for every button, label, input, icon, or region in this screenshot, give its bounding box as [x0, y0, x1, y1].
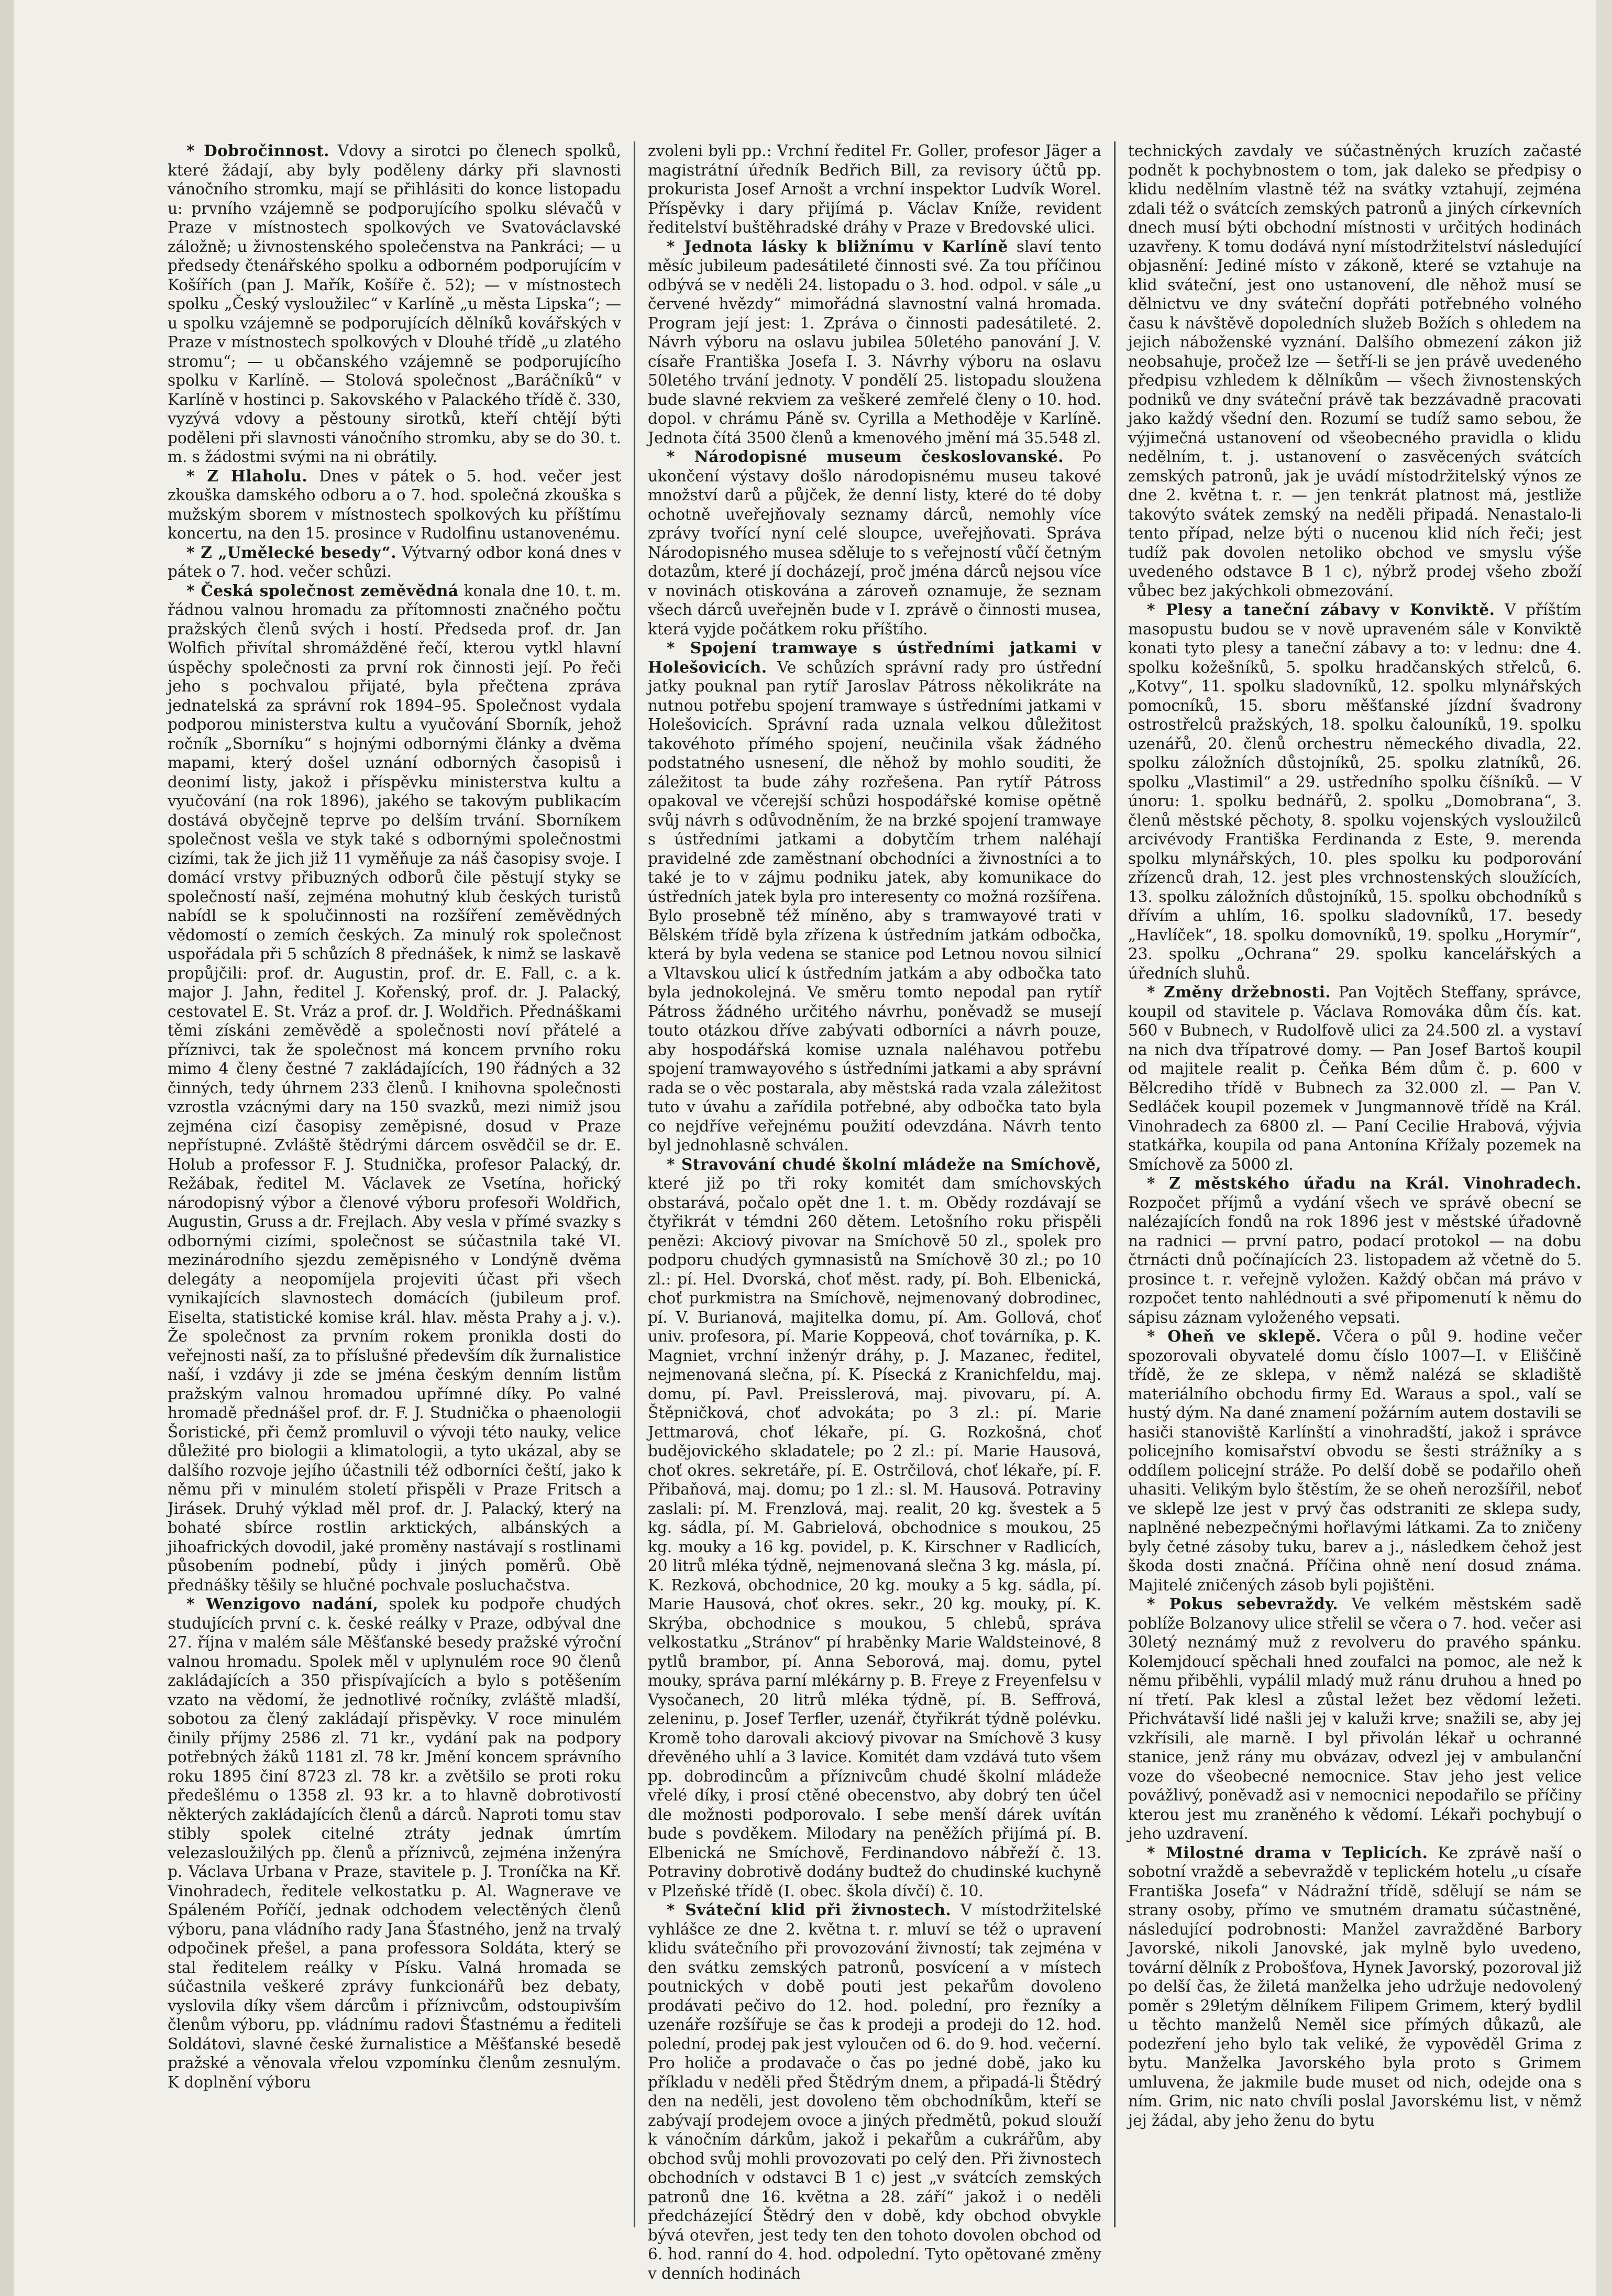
news-item — [648, 141, 1101, 237]
news-item-headline: * Stravování chudé školní mládeže na Smíchově, — [667, 1155, 1101, 1173]
news-item — [648, 447, 1101, 639]
news-item-text: Vdovy a sirotci po členech spolků, které žádají, aby byly poděleny dárky při slavnosti vánočního stromku, mají se přihlásiti do konce listopadu u: prvního vzájemně se podporujícího spolku slévačů v Praze v místnostech spolkových ve Svatováclavské záložně; u živnostenského společenstva na Pankráci; — u předsedy čtenářského spolku a odborném podporujícím v Košířích (pan J. Mařík, Košíře č. 52); — v místnostech spolku „Český vysloužilec“ v Karlíně „u města Lipska“; — u spolku vzájemně se podporujících dělníků kovářských v Praze v místnostech spolkových v Dlouhé třídě „u zlatého stromu“; — u občanského vzájemně se podporujícího spolku v Karlíně. — Stolová společnost „Baráčníků“ v Karlíně v hostinci p. Sakovského v Palackého třídě č. 330, vyzývá vdovy a pěstouny sirotků, kteří chtějí býti poděleni při slavnosti vánočního stromku, aby se do 30. t. m. s žádostmi svými na ni obrátily. — [168, 142, 621, 466]
news-item-headline: * Jednota lásky k bližnímu v Karlíně — [667, 237, 1008, 256]
news-item-headline: * Z městského úřadu na Král. Vinohradech. — [1147, 1174, 1582, 1192]
news-item — [168, 543, 621, 581]
news-item — [1128, 1174, 1582, 1327]
news-item-headline: * Plesy a taneční zábavy v Konviktě. — [1147, 600, 1495, 619]
news-item — [648, 1155, 1101, 1901]
news-item-text: slaví tento měsíc jubileum padesátileté činnosti své. Za tou příčinou odbývá se v neděli 24. listopadu o 3. hod. odpol. v sále „u červené hvězdy“ mimořádná slavnostní valná hromada. Program její jest: 1. Zpráva o činnosti padesátileté. 2. Návrh výboru na oslavu jubilea 50letého panování J. V. císaře Františka Josefa I. 3. Návrhy výboru na oslavu 50letého trvání jednoty. V pondělí 25. listopadu sloužena bude slavné rekviem za veškeré zemřelé členy o 10. hod. dopol. v chrámu Páně sv. Cyrilla a Methoděje v Karlíně. Jednota čítá 3500 členů a kmenového jmění má 35.548 zl. — [648, 237, 1101, 447]
news-item-headline: * Z „Umělecké besedy“. — [186, 543, 396, 562]
news-item-headline: * Milostné drama v Teplicích. — [1147, 1843, 1428, 1862]
news-item — [1128, 1843, 1582, 2130]
news-item-text: Po ukončení výstavy došlo národopisnému museu takové množství darů a půjček, že denní listy, které do té doby ochotně uveřejňovaly seznamy dárců, nemohly více zprávy tvořící nyní celé sloupce, uveřejňovati. Správa Národopisného musea sděluje to s veřejností vůčí četným dotazům, které jí docházejí, proč jména dárců nejsou více v novinách otiskována a zároveň oznamuje, že seznam všech dárců uveřejněn bude v I. zprávě o činnosti musea, která vyjde počátkem roku příštího. — [648, 448, 1101, 638]
news-item-text: Včera o půl 9. hodine večer spozorovali obyvatelé domu číslo 1007—I. v Eliščině třídě, že ze sklepa, v němž nalézá se skladiště materiálního obchodu firmy Ed. Waraus a spol., valí se hustý dým. Na dané znamení požárním autem dostavili se hasiči stanoviště Karlínští a vinohradští, jakož i správce policejního komisařství obvodu se šesti strážníky a s oddílem policejní stráže. Po delší době se podařilo oheň uhasiti. Velikým bylo štěstím, že se oheň nerozšířil, neboť ve sklepě lze jest v prvý čas odstraniti ze sklepa sudy, naplněné nebezpečnými hořlavými látkami. Za to zničeny byly četné zásoby tuku, barev a j., následkem čehož jest škoda dosti značná. Příčina ohně není dosud známa. Majitelé zničených zásob byli pojištěni. — [1128, 1327, 1582, 1594]
news-item-text: Ve velkém městském sadě poblíže Bolzanovy ulice střelil se včera o 7. hod. večer asi 30letý neznámý muž z revolveru do pravého spánku. Kolemjdoucí spěchali hned zoufalci na pomoc, ale než k němu přiběhli, vypálil mladý muž ránu druhou a hned po ní třetí. Pak klesl a zůstal ležet bez vědomí ležeti. Přichvátavší lidé našli jej v kaluži krve; snažili se, aby jej vzkřísili, ale marně. I byl přivolán lékař u ochranné stanice, jenž rány mu obvázav, odvezl jej v ambulanční voze do všeobecné nemocnice. Stav jeho jest velice povážlivý, poněvadž asi v nemocnici nepodařilo se příčiny kterou jest mu zraněného k vědomí. Lékaři pochybují o jeho uzdravení. — [1128, 1595, 1582, 1842]
news-item-text: Výtvarný odbor koná dnes v pátek o 7. hod. večer schůzi. — [168, 543, 621, 580]
page-edge-right — [1596, 0, 1612, 2296]
column-rule — [634, 141, 635, 2227]
news-item-text: Dnes v pátek o 5. hod. večer jest zkouška damského odboru a o 7. hod. společná zkouška s mužským sborem v místnostech spolkových ku příštímu koncertu, na den 15. prosince v Rudolfinu ustanovenému. — [168, 467, 621, 542]
news-item-text: konala dne 10. t. m. řádnou valnou hromadu za přítomnosti značného počtu pražských členů svých i hostí. Předseda prof. dr. Jan Wolfich přivítal shromážděné řečí, kterou vytkl hlavní úspěchy společnosti za první rok činnosti její. Po řeči jeho s pochvalou přijaté, byla přečtena zpráva jednatelská za správní rok 1894–95. Společnost vydala podporou ministerstva kultu a vyučování Sborník, jehož ročník „Sborníku“ s hojnými odbornými články a dvěma mapami, který došel uznání odborných časopisů i deonimí listy, jakož i příspěvku ministerstva kultu a vyučování (na rok 1896), jakého se takovým publikacím dostává obyčejně teprve po delším trvání. Sborníkem společnost vešla ve styk také s odbornými společnostmi cizími, tak že jich již 11 vyměňuje za náš časopisy svoje. I domácí vrstvy přibuzných odborů čile pěstují styky se společností naší, zejména mohutný klub českých turistů nabídl se k spolučinnosti na rozšíření zeměvědných vědomostí o zemích českých. Za minulý rok společnost uspořádala při 5 schůzích 8 přednášek, k nimž se laskavě propůjčili: prof. dr. Augustin, prof. dr. E. Fall, c. a k. major J. Jahn, ředitel J. Kořenský, prof. dr. J. Palacký, cestovatel E. St. Vráz a prof. dr. J. Woldřich. Přednáškami těmi získáni zeměvědě a společnosti noví přátelé a příznivci, tak že společnost má koncem prvního roku mimo 4 členy čestné 7 zakládajících, 190 řádných a 32 činných, tedy úhrnem 233 členů. I knihovna společnosti vzrostla vzácnými dary na 150 svazků, mezi nimiž jsou zejména cizí časopisy zeměpisné, dosud v Praze nepřístupné. Zvláště štědrými dárcem osvědčil se dr. E. Holub a professor F. J. Studnička, profesor Palacký, dr. Režábak, ředitel M. Václavek ze Vsetína, hořický národopisný výbor a členové výboru profesoři Woldřich, Augustin, Gruss a dr. Frejlach. Aby vesla v přímé svazky s odbornými cizími, společnost se súčastnila také VI. mezinárodního sjezdu zeměpisného v Londýně dvěma delegáty a neopomíjela projeviti účast při všech vynikajících slavnostech domácích (jubileum prof. Eiselta, statistické komise král. hlav. města Prahy a j. v.). Že společnost za prvním rokem pronikla dosti do veřejnosti naší, za to příslušné především dík žurnalistice naší, i vzdávy ji zde se jména českým denním listům pražským valnou hromadou upřímné díky. Po valné hromadě přednášel prof. dr. F. J. Studnička o phaenologii Šoristické, při čemž promluvil o vývoji této nauky, velice důležité pro biologii a klimatologii, a tyto ukázal, aby se dalšího rozvoje jejího účastnili též odborníci čeští, jako k němu při v minulém století přispěli v Praze Fritsch a Jirásek. Druhý výklad měl prof. dr. J. Palacký, který na bohaté sbírce rostlin arktických, albánských a jihoafrických dovodil, jaké proměny nastávají s rostlinami působením podnebí, půdy i jiných poměrů. Obě přednášky těšily se hlučné pochvale posluchačstva. — [168, 581, 621, 1594]
news-item-headline: * Z Hlaholu. — [186, 467, 307, 485]
columns — [168, 141, 1582, 2282]
page-edge-left — [0, 0, 14, 2296]
news-item-text: spolek ku podpoře chudých studujících první c. k. české reálky v Praze, odbýval dne 27. října v malém sále Měšťanské besedy pražské výroční valnou hromadu. Spolek měl v uplynulém roce 90 členů zakládajících a 350 přispívajících a bylo s potěšením vzato na vědomí, že jednotlivé ročníky, zvláště mladší, sobotou za člený zakládají přispěvky. V roce minulém činily příjmy 2586 zl. 71 kr., vydání pak na podpory potřebných žáků 1181 zl. 78 kr. Jmění koncem správního roku 1895 činí 8723 zl. 78 kr. a zvětšilo se proti roku předešlému o 1358 zl. 93 kr. a to hlavně dobrotivostí některých zakládajících členů a dárců. Naproti tomu stav stibly spolek citelné ztráty jednak úmrtím velezasloužilých pp. členů a příznivců, zejména inženýra p. Václava Urbana v Praze, stavitele p. J. Troníčka na Kř. Vinohradech, ředitele velkostatku p. Al. Wagnerave ve Spáleném Poříčí, jednak odchodem velectěných členů výboru, pana vládního rady Jana Šťastného, jenž na trvalý odpočinek přešel, a pana professora Soldáta, který se stal ředitelem reálky v Písku. Valná hromada se súčastnila veškeré zprávy funkcionářů bez debaty, vyslovila díky všem dárcům i příznivcům, odstoupivším členům výboru, pp. vládnímu radovi Šťastnému a řediteli Soldátovi, slavné české žurnalistice a Měšťanské besedě pražské a věnovala vřelou vzpomínku členům zesnulým. K doplnění výboru — [168, 1595, 621, 2091]
news-item-text: V příštím masopustu budou se v nově upraveném sále v Konviktě konati tyto plesy a taneční zábavy a to: v lednu: dne 4. spolku kožešníků, 5. spolku hradčanských střelců, 6. „Kotvy“, 11. spolku sladovníků, 12. spolku mlynářských pomocníků, 15. sboru měšťanské jízdní švadrony ostrostřelců pražských, 18. spolku čalouníků, 19. spolku uzenářů, 20. členů orchestru německého divadla, 22. spolku záložních důstojníků, 25. spolku zlatníků, 26. spolku „Vlastimil“ a 29. ustředního spolku číšníků. — V únoru: 1. spolku bednářů, 2. spolku „Domobrana“, 3. členů městské pěchoty, 8. spolku vojenských vysloužilců arcivévody Františka Ferdinanda z Este, 9. merenda spolku mlynářských, 10. ples spolku ku podporování zřízenců drah, 12. jest ples vrchnostenských sloužících, 13. spolku záložních důstojníků, 15. spolku obchodníků s dřívím a uhlím, 16. spolku sladovníků, 17. besedy „Havlíček“, 18. spolku domovníků, 19. spolku „Horymír“, 23. spolku „Ochrana“ 29. spolku kancelářských a úředních sluhů. — [1128, 601, 1582, 982]
news-item — [1128, 1595, 1582, 1843]
news-item — [168, 467, 621, 543]
news-item-text: které již po tři roky komitét dam smíchovských obstarává, počalo opět dne 1. t. m. Obědy rozdávají se čtyřikrát v témdni 260 dětem. Letošního roku přispěli penězi: Akciový pivovar na Smíchově 50 zl., spolek pro podporu chudých gymnasistů na Smíchově 30 zl.; po 10 zl.: pí. Hel. Dvorská, choť měst. rady, pí. Boh. Elbenická, choť purkmistra na Smíchově, nejmenovaný dobrodinec, pí. V. Burianová, majitelka domu, pí. Am. Gollová, choť univ. profesora, pí. Marie Koppeová, choť továrníka, p. K. Magniet, vrchní inženýr dráhy, p. J. Mazanec, ředitel, nejmenovaná slečna, pí. K. Písecká z Kranichfeldu, maj. domu, pí. Pavl. Preisslerová, maj. pivovaru, pí. A. Štěpničková, choť advokáta; po 3 zl.: pí. Marie Jettmarová, choť lékaře, pí. G. Rozkošná, choť budějovického skladatele; po 2 zl.: pí. Marie Hausová, choť okres. sekretáře, pí. E. Ostrčilová, choť lékaře, pí. F. Přibaňová, maj. domu; po 1 zl.: sl. M. Hausová. Potraviny zaslali: pí. M. Frenzlová, maj. realit, 20 kg. švestek a 5 kg. sádla, pí. M. Gabrielová, obchodnice s moukou, 25 kg. mouky a 16 kg. povidel, p. K. Kirschner v Radlicích, 20 litrů mléka týdně, nejmenovaná slečna 3 kg. másla, pí. K. Rezková, obchodnice, 20 kg. mouky a 5 kg. sádla, pí. Marie Hausová, choť okres. sekr., 20 kg. mouky, pí. K. Skrýba, obchodnice s moukou, 5 chlebů, správa velkostatku „Stránov“ pí hraběnky Marie Waldsteinové, 8 pytlů brambor, pí. Anna Seborová, maj. domu, pytel mouky, správa parní mlékárny p. B. Freye z Freyenfelsu v Vysočanech, 20 litrů mléka týdně, pí. B. Seffrová, zeleninu, p. Josef Terfler, uzenář, čtyřikrát týdně polévku. Kromě toho darovali akciový pivovar na Smíchově 3 kusy dřevěného uhlí a 3 lavice. Komitét dam vzdává tuto všem pp. dobrodincům a příznivcům chudé školní mládeže vřelé díky, i prosí ctěné obecenstvo, aby dobrý ten účel dle možnosti podporovalo. I sebe menší dárek uvítán bude s povděkem. Milodary na peněžích přijímá pí. B. Elbenická ne Smíchově, Ferdinandovo nábřeží č. 13. Potraviny dobrotivě dodány budtež do chudinské kuchyně v Plzeňské třídě (I. obec. škola dívčí) č. 10. — [648, 1174, 1101, 1900]
news-item — [168, 141, 621, 467]
news-item — [168, 1595, 621, 2092]
news-item — [1128, 983, 1582, 1174]
news-item-text: Ke zprávě naší o sobotní vraždě a sebevraždě v teplickém hotelu „u císaře Františka Josefa“ v Nádražní třídě, sdělují se nám se strany osoby, přímo ve smutném dramatu súčastněné, následující podrobnosti: Manžel zavražděné Barbory Javorské, nikoli Janovské, jak mylně bylo uvedeno, tovární dělník z Probošťova, Hynek Javorský, pozoroval již po delší čas, že žiletá manželka jeho udržuje nedovolený poměr s 29letým dělníkem Filipem Grimem, který bydlil u těchto manželů Neměl sice přímých důkazů, ale podezření jeho bylo tak veliké, že vypověděl Grima z bytu. Manželka Javorského byla proto s Grimem umluvena, že jakmile bude muset od nich, odejde ona s ním. Grim, nic nato chvíli poslal Javorskému list, v němž jej žádal, aby jeho ženu do bytu — [1128, 1843, 1582, 2129]
column-3 — [1128, 141, 1582, 2227]
news-item-headline: * Národopisné museum českoslovanské. — [667, 447, 1064, 466]
news-item-headline: * Wenzigovo nadání, — [186, 1595, 378, 1613]
news-item-text: V místodržitelské vyhlášce ze dne 2. května t. r. mluví se též o upravení klidu svátečního při provozování živností; tak zejména v den svátku zemských patronů, posvícení a v místech poutnických v době pouti jest pekařům dovoleno prodávati pečivo do 12. hod. polední, pro řezníky a uzenáře rozšířuje se čas k prodeji a prodeji do 12. hod. polední, prodej pak jest vyloučen od 6. do 9. hod. večerní. Pro holiče a prodavače o čas po jedné době, jako ku příkladu v neděli před Štědrým dnem, a připadá-li Štědrý den na neděli, jest dovoleno těm obchodníkům, kteří se zabývají prodejem ovoce a jiných předmětů, pokud slouží k vánočním dárkům, jakož i pekařům a cukrářům, aby obchod svůj mohli provozovati po celý den. Při živnostech obchodních v odstavci B 1 c) jest „v svátcích zemských patronů dne 16. května a 28. září“ jakož i o neděli předcházející Štědrý den v době, kdy obchod obvykle bývá otevřen, jest tedy ten den tohoto dovolen obchod od 6. hod. ranní do 4. hod. odpolední. Tyto opětované změny v denních hodinách — [648, 1901, 1101, 2282]
news-item — [648, 237, 1101, 448]
news-item — [648, 1900, 1101, 2283]
news-item-headline: * Změny držebnosti. — [1147, 983, 1331, 1001]
news-item — [1128, 600, 1582, 983]
news-item-headline: * Pokus sebevraždy. — [1147, 1595, 1338, 1613]
news-item-text: Ve schůzích správní rady pro ústřední jatky pouknal pan rytíř Jaroslav Pátross několikráte na nutnou potřebu spojení tramwaye s ústředními jatkami v Holešovicích. Správní rada uznala velkou důležitost takovéhoto přímého spojení, neučinila však žádného podstatného usnesení, dle něhož by mohlo souditi, že záležitost ta bude záhy rozřešena. Pan rytíř Pátross opakoval ve včerejší schůzi hospodářské komise opětně svůj návrh s odůvodněním, že na brzké spojení tramwaye s ústředními jatkami a dobytčím trhem naléhají pravidelné zde zaměstnaní obchodníci a živnostníci a to také je to v zájmu podniku jatek, aby komunikace do ústředních jatek byla pro interesenty co možná rozšířena. Bylo prosebně též míněno, aby s tramwayové trati v Bělském třídě byla zřízena k ústředním jatkám odbočka, která by byla vedena se stanice pod Letnou novou silnicí a Vltavskou ulicí k ústředním jatkám a aby odbočka tato byla jednokolejná. Ve směru tomto nepodal pan rytíř Pátross žádného určitého návrhu, poněvadž se musejí touto otázkou dříve zabývati odborníci a návrh pouze, aby hospodářská komise uznala naléhavou potřebu spojení tramwayového s ústředními jatkami a aby správní rada se o věc postarala, aby městská rada vzala záležitost tuto v úvahu a zařídila potřebné, aby odbočka tato byla co nejdříve veřejnému použití odevzdána. Návrh tento byl jednohlasně schválen. — [648, 658, 1101, 1154]
news-item-headline: * Spojení tramwaye s ústředními jatkami v Holešovicích. — [648, 639, 1101, 676]
column-rule — [1114, 141, 1116, 2227]
news-item — [1128, 141, 1582, 600]
news-item-headline: * Sváteční klid při živnostech. — [667, 1900, 951, 1919]
news-item-text: Pan Vojtěch Steffany, správce, koupil od stavitele p. Václava Romováka dům čís. kat. 560 v Bubnech, v Rudolfově ulici za 24.500 zl. a vystaví na nich dva třípatrové domy. — Pan Josef Bartoš koupil od majitele realit p. Čeňka Bém dům č. p. 600 v Bělcrediho třídě v Bubnech za 32.000 zl. — Pan V. Sedláček koupil pozemek v Jungmannově třídě na Král. Vinohradech za 6800 zl. — Paní Cecilie Hrabová, výjvia statkářka, koupila od pana Antonína Křížaly pozemek na Smíchově za 5000 zl. — [1128, 983, 1582, 1173]
news-item-headline: * Česká společnost zeměvědná — [186, 581, 459, 600]
column-2 — [648, 141, 1101, 2282]
news-item — [1128, 1327, 1582, 1595]
news-item-text: technických zavdaly ve súčastněných kruzích začasté podnět k pochybnostem o tom, jak daleko se předpisy o klidu nedělním vlastně též na svátky vztahují, zejména zdali též o svátcích zemských patronů a jiných církevních dnech musí býti obchodní místnosti v určitých hodinách uzavřeny. K tomu dodává nyní místodržitelství následující objasnění: Jediné místo v zákoně, které se vztahuje na klid sváteční, jest ono ustanovení, dle něhož musí se dělnictvu ve dny sváteční dopřáti potřebného volného času k návštěvě dopoledních služeb Božích s ohledem na jejich náboženské vyznání. Dalšího obmezení zákon již neobsahuje, pročež lze — šetří-li se jen právě uvedeného předpisu vzhledem k dělníkům — všech živnostenských podniků ve dny sváteční právě tak bezzávadně pracovati jako každý všední den. Rozumí se tudíž samo sebou, že výjimečná ustanovení od všeobecného pravidla o klidu nedělním, t. j. ustanovení o zasvěcených svátcích zemských patronů, jak je uvádí místodržitelský výnos ze dne 2. května t. r. — jen tenkrát platnost má, jestliže takovýto svátek zemský na neděli připadá. Nenastalo-li tento případ, nelze býti o nucenou klid ních řeči; jest tudíž pak dovolen netoliko obchod ve smyslu výše uvedeného odstavce B 1 c), nýbrž prodej všeho zboží vůbec bez jakýchkoli obmezování. — [1128, 142, 1582, 600]
news-item-headline: * Dobročinnost. — [186, 141, 329, 160]
news-item — [648, 639, 1101, 1155]
column-1 — [168, 141, 621, 2227]
news-item-headline: * Oheň ve sklepě. — [1147, 1327, 1321, 1345]
news-item-text: zvoleni byli pp.: Vrchní ředitel Fr. Goller, profesor Jäger a magistrátní úředník Bedřich Bill, za revisory účtů pp. prokurista Josef Arnošt a vrchní inspektor Ludvík Worel. Příspěvky i dary přijímá p. Václav Kníže, revident ředitelství buštěhradské dráhy v Praze v Bredovské ulici. — [648, 142, 1101, 236]
news-item — [168, 581, 621, 1595]
news-item-text: Rozpočet příjmů a vydání všech ve správě obecní se nalézajících fondů na rok 1896 jest v městské úřadovně na radnici — první patro, podací protokol — na dobu čtrnácti dnů počínajících 23. listopadem až včetně do 5. prosince t. r. veřejně vyložen. Každý občan má právo v rozpočet tento nahlédnouti a své připomenutí k němu do sápisu záznam vyloženého vepsati. — [1128, 1193, 1582, 1326]
